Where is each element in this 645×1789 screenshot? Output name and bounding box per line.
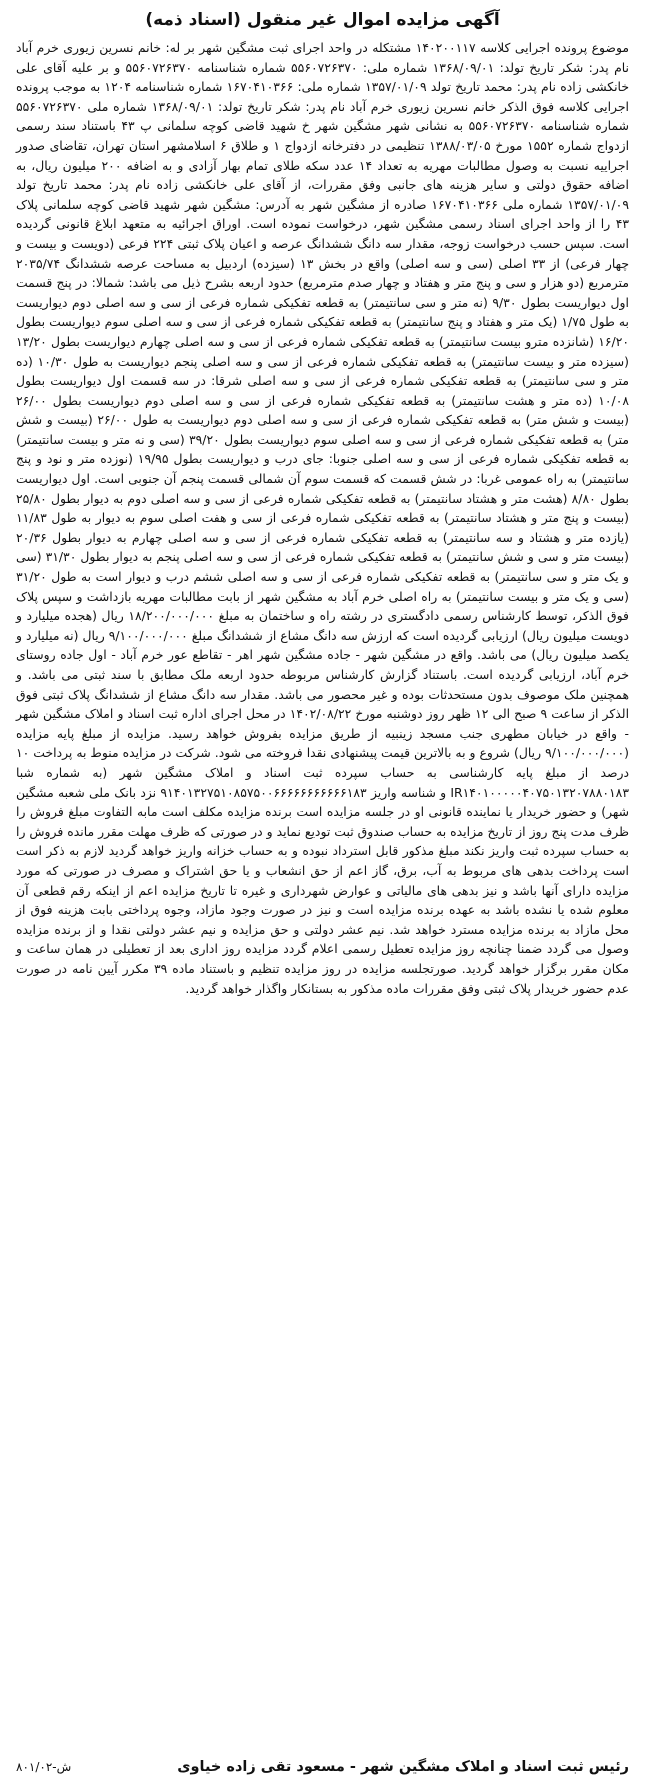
reference-code: ۸۰۱/۰۲-ش: [16, 1760, 72, 1774]
notice-paragraph: موضوع پرونده اجرایی کلاسه ۱۴۰۲۰۰۱۱۷ مشتکله در واحد اجرای ثبت مشگین شهر بر له: خانم نسرین زیوری خرم آباد نام پدر: شکر تاریخ تولد: ۱۳۶۸/۰۹/۰۱ شماره ملی: ۵۵۶۰۷۲۶۳۷۰ شماره شناسنامه ۵۵۶۰۷۲۶۳۷۰ و بر علیه آقای علی خانکشی زاده نام پدر: محمد تاریخ تولد ۱۳۵۷/۰۱/۰۹ شماره ملی: ۱۶۷۰۴۱۰۳۶۶ شماره شناسنامه ۱۲۰۴ به موجب پرونده اجرایی کلاسه فوق الذکر خانم نسرین زیوری خرم آباد نام پدر: شکر تاریخ تولد: ۱۳۶۸/۰۹/۰۱ شماره ملی ۵۵۶۰۷۲۶۳۷۰ شماره شناسنامه ۵۵۶۰۷۲۶۳۷۰ به نشانی شهر مشگین شهر خ شهید قاضی کوچه سلمانی پ ۴۳ باستناد سند رسمی ازدواج شماره ۱۵۵۲ مورخ ۱۳۸۸/۰۳/۰۵ تنظیمی در دفترخانه ازدواج ۱ و طلاق ۶ اسلامشهر استان تهران، تقاضای صدور اجراییه نسبت به وصول مطالبات مهریه به تعداد ۱۴ عدد سکه طلای تمام بهار آزادی و به اضافه ۲۰۰ میلیون ریال، به اضافه حقوق دولتی و سایر هزینه های جانبی وفق مقررات، از آقای علی خانکشی زاده نام پدر: محمد تاریخ تولد ۱۳۵۷/۰۱/۰۹ شماره ملی ۱۶۷۰۴۱۰۳۶۶ صادره از مشگین شهر به آدرس: مشگین شهر شهید قاضی کوچه سلمانی پلاک ۴۳ را از واحد اجرای اسناد رسمی مشگین شهر، درخواست نموده است. اوراق اجرائیه به متعهد ابلاغ قانونی گردیده است. سپس حسب درخواست زوجه، مقدار سه دانگ ششدانگ عرصه و اعیان پلاک ثبتی ۲۲۴ فرعی (دویست و بیست و چهار فرعی) از ۳۳ اصلی (سی و سه اصلی) واقع در بخش ۱۳ (سیزده) اردبیل به مساحت عرصه ششدانگ ۲۰۳۵/۷۴ مترمربع (دو هزار و سی و پنج متر و هفتاد و چهار صدم مترمربع) حدود اربعه بشرح ذیل می باشد: شمالا: در پنج قسمت اول دیواریست بطول ۹/۳۰ (نه متر و سی سانتیمتر) به قطعه تفکیکی شماره فرعی از سی و سه اصلی دوم دیواریست به طول ۱/۷۵ (یک متر و هفتاد و پنج سانتیمتر) به قطعه تفکیکی شماره فرعی از سی و سه اصلی سوم دیواریست بطول ۱۶/۲۰ (شانزده مترو بیست سانتیمتر) به قطعه تفکیکی شماره فرعی از سی و سه اصلی چهارم دیواریست بطول ۱۳/۲۰ (سیزده متر و بیست سانتیمتر) به قطعه تفکیکی شماره فرعی از سی و سه اصلی پنجم دیواریست به طول ۱۰/۳۰ (ده متر و سی سانتیمتر) به قطعه تفکیکی شماره فرعی از سی و سه اصلی شرقا: در سه قسمت اول دیواریست بطول ۱۰/۰۸ (ده متر و هشت سانتیمتر) به قطعه تفکیکی شماره فرعی از سی و سه اصلی دوم دیواریست بطول ۲۶/۰۰ (بیست و شش متر) به قطعه تفکیکی شماره فرعی از سی و سه اصلی دوم دیواریست به طول ۲۶/۰۰ (بیست و شش متر) به قطعه تفکیکی شماره فرعی از سی و سه اصلی سوم دیواریست بطول ۳۹/۲۰ (سی و نه متر و بیست سانتیمتر) به قطعه تفکیکی شماره فرعی از سی و سه اصلی جنوبا: جای درب و دیواریست بطول ۱۹/۹۵ (نوزده متر و نود و پنج سانتیمتر) به راه عمومی غربا: در شش قسمت که قسمت سوم آن شمالی قسمت پنجم آن جنوبی است. اول دیواریست بطول ۸/۸۰ (هشت متر و هشتاد سانتیمتر) به قطعه تفکیکی شماره فرعی از سی و سه اصلی دوم به دیوار بطول ۲۵/۸۰ (بیست و پنج متر و هشتاد سانتیمتر) به قطعه تفکیکی شماره فرعی از سی و هفت اصلی سوم به دیوار به طول ۱۱/۸۳ (یازده متر و هشتاد و سه سانتیمتر) به قطعه تفکیکی شماره فرعی از سی و سه اصلی چهارم به دیوار بطول ۲۰/۳۶ (بیست متر و سی و شش سانتیمتر) به قطعه تفکیکی شماره فرعی از سی و سه اصلی پنجم به دیوار بطول ۳۱/۳۰ (سی و یک متر و سی سانتیمتر) به قطعه تفکیکی شماره فرعی از سی و سه اصلی ششم درب و دیوار است به طول ۳۱/۲۰ (سی و یک متر و بیست سانتیمتر) به راه اصلی خرم آباد به مشگین شهر از بابت مطالبات مهریه بازداشت و سپس پلاک فوق الذکر، توسط کارشناس رسمی دادگستری در رشته راه و ساختمان به مبلغ ۱۸/۲۰۰/۰۰۰/۰۰۰ ریال (هجده میلیارد و دویست میلیون ریال) ارزیابی گردیده است که ارزش سه دانگ مشاع از ششدانگ مبلغ ۹/۱۰۰/۰۰۰/۰۰۰ ریال (نه میلیارد و یکصد میلیون ریال) می باشد. واقع در مشگین شهر - جاده مشگین شهر اهر - تقاطع عور خرم آباد - اول جاده روستای خرم آباد، ارزیابی گردیده است. باستناد گزارش کارشناس مربوطه حدود اربعه ملک مطابق با سند ثبتی می باشد. و همچنین ملک موصوف بدون مستحدثات بوده و غیر محصور می باشد. مقدار سه دانگ مشاع از ششدانگ پلاک ثبتی فوق الذکر از ساعت ۹ صبح الی ۱۲ ظهر روز دوشنبه مورخ ۱۴۰۲/۰۸/۲۲ در محل اجرای اداره ثبت اسناد و املاک مشگین شهر - واقع در خیابان مطهری جنب مسجد زینبیه از طریق مزایده بفروش خواهد رسید. مزایده از مبلغ پایه مزایده (۹/۱۰۰/۰۰۰/۰۰۰ ریال) شروع و به بالاترین قیمت پیشنهادی نقدا فروخته می شود. شرکت در مزایده منوط به پرداخت ۱۰ درصد از مبلغ پایه کارشناسی به حساب سپرده ثبت اسناد و املاک مشگین شهر (به شماره شبا IR۱۴۰۱۰۰۰۰۰۴۰۷۵۰۱۳۲۰۷۸۸۰۱۸۳ و شناسه واریز ۹۱۴۰۱۳۲۷۵۱۰۸۵۷۵۰۰۶۶۶۶۶۶۶۶۶۶۶۱۸۳ نزد بانک ملی شعبه مشگین شهر) و حضور خریدار یا نماینده قانونی او در جلسه مزایده است برنده مزایده مکلف است مابه التفاوت مبلغ فروش را ظرف مدت پنج روز از تاریخ مزایده به حساب صندوق ثبت تودیع نماید و در صورتی که ظرف مهلت مقرر مانده فروش را به حساب سپرده ثبت واریز نکند مبلغ مذکور قابل استرداد نبوده و به حساب خزانه واریز خواهد گردید لازم به ذکر است است پرداخت بدهی های مربوط به آب، برق، گاز اعم از حق انشعاب و یا حق اشتراک و مصرف در صورتی که مورد مزایده دارای آنها باشد و نیز بدهی های مالیاتی و عوارض شهرداری و غیره تا تاریخ مزایده اعم از اینکه رقم قطعی آن معلوم شده یا نشده باشد به عهده برنده مزایده است و نیز در صورت وجود مازاد، وجوه پرداختی بابت هزینه فوق از محل مازاد به برنده مزایده مسترد خواهد شد. نیم عشر دولتی و حق مزایده و نیم عشر دولتی نقدا و از برنده مزایده وصول می گردد ضمنا چنانچه روز مزایده تعطیل رسمی اعلام گردد مزایده روز اداری بعد از تعطیلی در همان ساعت و مکان مقرر برگزار خواهد گردید. صورتجلسه مزایده در روز مزایده تنظیم و باستناد ماده ۳۹ مکرر آیین نامه در صورت عدم حضور خریدار پلاک ثبتی وفق مقررات ماده مذکور به بستانکار واگذار خواهد گردید.: [16, 40, 630, 996]
notice-body: [16, 38, 629, 998]
signature-line: رئیس ثبت اسناد و املاک مشگین شهر - مسعود تقی زاده خیاوی: [177, 1759, 629, 1775]
notice-title: آگهی مزایده اموال غیر منقول (اسناد ذمه): [145, 10, 500, 30]
notice-footer: [16, 1759, 629, 1775]
